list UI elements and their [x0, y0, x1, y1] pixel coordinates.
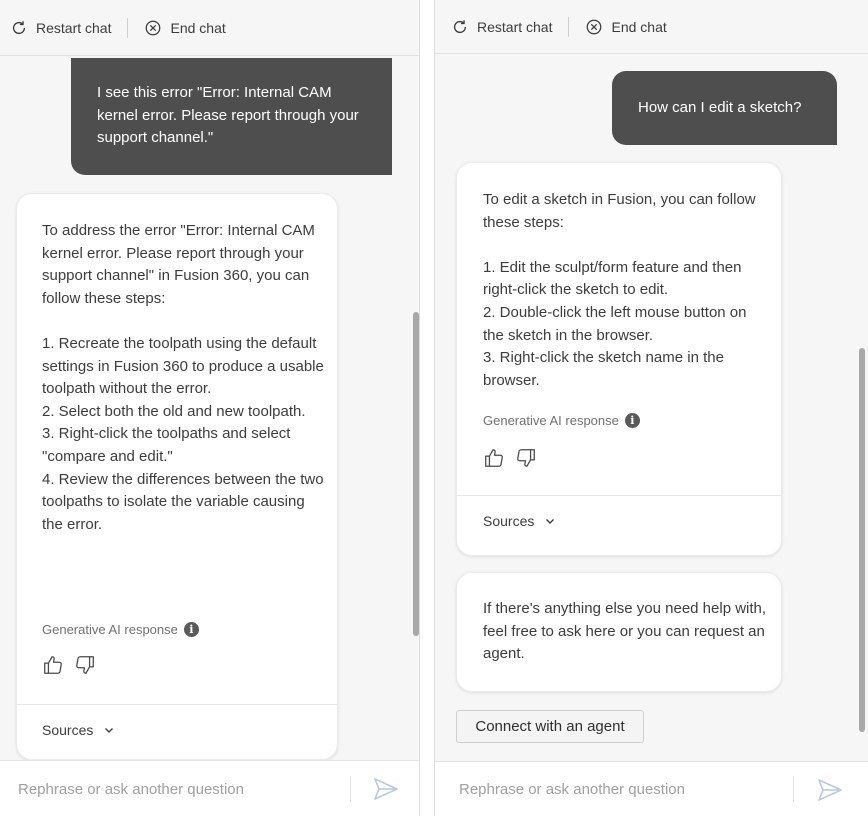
chevron-down-icon [103, 724, 115, 736]
message-input[interactable] [18, 775, 338, 803]
send-icon[interactable] [816, 776, 844, 804]
info-icon[interactable]: i [625, 413, 640, 428]
connect-agent-button[interactable] [456, 710, 644, 743]
feedback-buttons [483, 447, 537, 469]
restart-chat-button[interactable] [10, 19, 111, 37]
user-message-text: How can I edit a sketch? [638, 99, 802, 116]
restart-icon [451, 18, 469, 36]
connect-agent-label: Connect with an agent [475, 718, 625, 735]
message-composer [435, 761, 868, 816]
thumbs-down-icon[interactable] [515, 447, 537, 469]
feedback-buttons [42, 654, 96, 676]
chat-panel-right [434, 0, 868, 816]
restart-chat-label: Restart chat [477, 18, 553, 35]
restart-chat-button[interactable] [451, 18, 552, 36]
send-icon[interactable] [372, 775, 400, 803]
ai-response-note [42, 622, 199, 637]
bot-message-text: To edit a sketch in Fusion, you can follow these steps: 1. Edit the sculpt/form feature and then right-click the sketch to edit. 2. Double-click the left mouse button on the sketch in the browser. 3. Right-click the sketch name in the browser. [483, 191, 756, 389]
info-icon[interactable]: i [184, 622, 199, 637]
bot-message-card [456, 162, 782, 556]
ai-response-label: Generative AI response [42, 622, 178, 637]
user-message [71, 58, 392, 175]
chat-toolbar [0, 0, 419, 56]
composer-divider [350, 776, 351, 802]
chat-panel-left [0, 0, 420, 816]
sources-toggle[interactable] [483, 513, 556, 529]
sources-label: Sources [483, 513, 535, 529]
message-composer [0, 760, 419, 816]
composer-divider [793, 776, 794, 802]
message-input[interactable] [459, 775, 779, 803]
bot-message-card [16, 193, 338, 760]
card-divider [17, 704, 337, 705]
close-circle-icon [585, 18, 603, 36]
restart-chat-label: Restart chat [36, 19, 112, 36]
sources-toggle[interactable] [42, 722, 115, 738]
user-message-text: I see this error "Error: Internal CAM kernel error. Please report through your support channel." [97, 84, 359, 146]
followup-message-card [456, 572, 782, 692]
thumbs-up-icon[interactable] [42, 654, 64, 676]
thumbs-down-icon[interactable] [74, 654, 96, 676]
toolbar-divider [127, 18, 128, 38]
end-chat-button[interactable] [585, 18, 666, 36]
thumbs-up-icon[interactable] [483, 447, 505, 469]
followup-message-text: If there's anything else you need help with, feel free to ask here or you can request an agent. [483, 600, 767, 663]
end-chat-button[interactable] [144, 19, 225, 37]
end-chat-label: End chat [170, 19, 226, 36]
chevron-down-icon [544, 515, 556, 527]
scrollbar[interactable] [413, 312, 419, 636]
chat-toolbar [435, 0, 868, 54]
card-divider [457, 495, 781, 496]
scrollbar[interactable] [859, 348, 865, 732]
close-circle-icon [144, 19, 162, 37]
user-message [612, 71, 837, 145]
bot-message-text: To address the error "Error: Internal CAM kernel error. Please report through your support channel" in Fusion 360, you can follow these steps: 1. Recreate the toolpath using the default settings in Fusion 360 to produce a usable toolpath without the error. 2. Select both the old and new toolpath. 3. Right-click the toolpaths and select "compare and edit." 4. Review the differences between the two toolpaths to isolate the variable causing the error. [42, 222, 324, 533]
ai-response-note [483, 413, 640, 428]
toolbar-divider [568, 17, 569, 37]
ai-response-label: Generative AI response [483, 413, 619, 428]
panel-gutter [420, 0, 434, 816]
sources-label: Sources [42, 722, 94, 738]
end-chat-label: End chat [611, 18, 667, 35]
restart-icon [10, 19, 28, 37]
